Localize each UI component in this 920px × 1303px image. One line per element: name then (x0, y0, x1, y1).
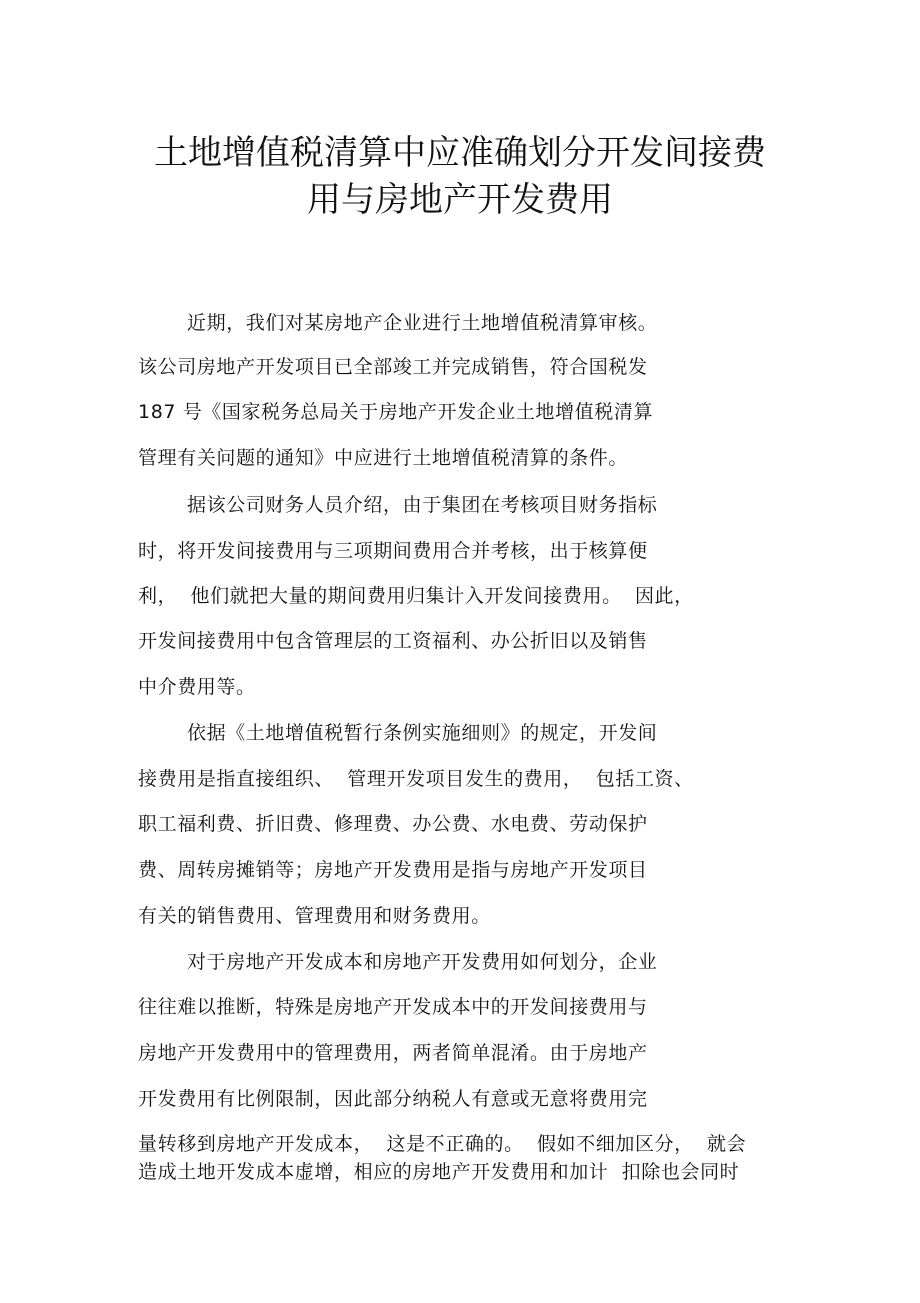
body-line: 据该公司财务人员介绍，由于集团在考核项目财务指标 (187, 494, 658, 516)
body-line: 近期，我们对某房地产企业进行土地增值税清算审核。 (187, 312, 658, 334)
body-line: 往往难以推断，特殊是房地产开发成本中的开发间接费用与 (138, 996, 648, 1018)
document-title-line-2: 用与房地产开发费用 (307, 180, 613, 220)
body-line: 对于房地产开发成本和房地产开发费用如何划分，企业 (187, 951, 658, 973)
body-line: 开发间接费用中包含管理层的工资福利、办公折旧以及销售 (138, 630, 648, 652)
body-line: 187 号《国家税务总局关于房地产开发企业土地增值税清算 (138, 401, 654, 423)
body-line: 时，将开发间接费用与三项期间费用合并考核，出于核算便 (138, 540, 648, 562)
body-line: 中介费用等。 (138, 676, 256, 698)
body-line: 该公司房地产开发项目已全部竣工并完成销售，符合国税发 (138, 356, 648, 378)
document-title-line-1: 土地增值税清算中应准确划分开发间接费 (154, 133, 766, 173)
body-line: 职工福利费、折旧费、修理费、办公费、水电费、劳动保护 (138, 813, 648, 835)
body-line: 有关的销售费用、管理费用和财务费用。 (138, 905, 491, 927)
body-line: 量转移到房地产开发成本， 这是不正确的。 假如不细加区分， 就会 (138, 1133, 747, 1155)
body-line: 接费用是指直接组织、 管理开发项目发生的费用， 包括工资、 (138, 768, 694, 790)
body-line: 费、周转房摊销等；房地产开发费用是指与房地产开发项目 (138, 859, 648, 881)
body-line: 开发费用有比例限制，因此部分纳税人有意或无意将费用完 (138, 1088, 648, 1110)
body-line: 管理有关问题的通知》中应进行土地增值税清算的条件。 (138, 447, 629, 469)
body-line: 依据《土地增值税暂行条例实施细则》的规定，开发间 (187, 722, 658, 744)
body-line: 利， 他们就把大量的期间费用归集计入开发间接费用。 因此， (138, 585, 694, 607)
body-line: 房地产开发费用中的管理费用，两者简单混淆。由于房地产 (138, 1042, 648, 1064)
body-line: 造成土地开发成本虚增，相应的房地产开发费用和加计 扣除也会同时 (138, 1161, 740, 1183)
